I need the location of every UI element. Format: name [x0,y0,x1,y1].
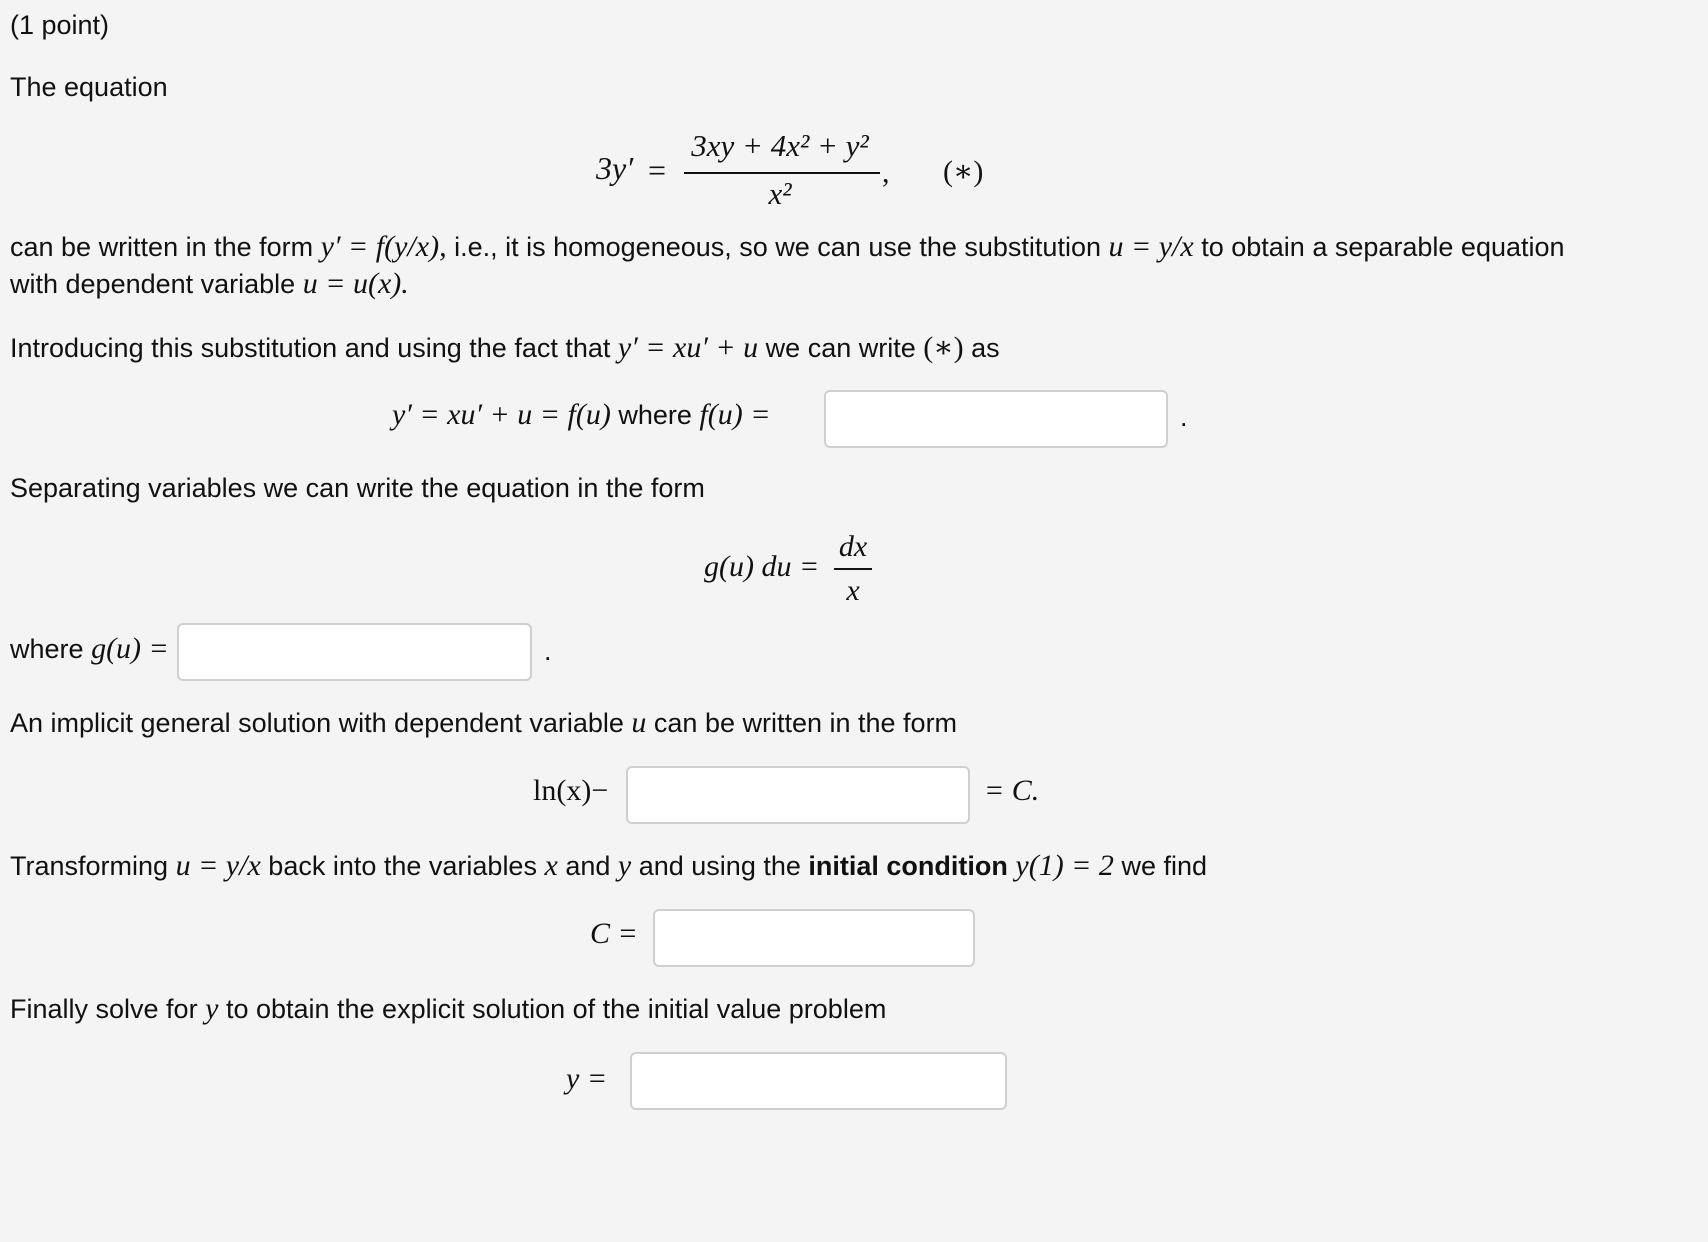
p5-text-a: An implicit general solution with dependent variable [10,708,624,738]
p6-bold-initial-condition: initial condition [808,851,1008,881]
gu-label [10,632,169,666]
para-implicit [10,706,957,740]
constant-c-input[interactable] [653,909,975,967]
p7-text-b: to obtain the explicit solution of the initial value problem [225,994,887,1024]
p1-text-a: can be written in the form [10,232,314,262]
eq-denominator: x² [768,176,792,211]
p2-math-star: (∗) [923,331,964,364]
eq2-math-fu: f(u) = [699,398,771,431]
eq2-period: . [1180,402,1188,432]
eq3-fraction-bar [834,568,872,570]
p6-text-b: back into the variables [268,851,537,881]
eq6-lhs: C = [590,917,638,950]
p6-math-x: x [544,849,558,882]
point-value: (1 point) [10,10,110,40]
p4-where: where [10,634,84,664]
p7-math-y: y [205,992,219,1025]
intro-text: The equation [10,72,168,102]
eq-tag: (∗) [943,155,984,188]
para-substitution [10,330,1000,365]
eq-numerator: 3xy + 4x² + y² [691,128,869,163]
eq3-den: x [846,574,860,607]
para-dependent-variable [10,267,409,301]
eq-equals: = [648,152,667,188]
p5-math-u: u [631,706,647,739]
eq5-rhs: = C. [984,774,1040,807]
para-finally [10,992,886,1026]
para-homogeneous [10,230,1565,264]
p6-text-e: we find [1121,851,1208,881]
p4-math-gu: g(u) = [91,632,169,665]
eq2-math-a: y′ = xu′ + u = f(u) [392,398,611,431]
eq2-where: where [618,400,692,430]
eq3-lhs: g(u) du = [704,550,820,583]
p6-math-y: y [617,849,632,882]
p6-math-sub: u = y/x [175,849,261,882]
eq7-lhs: y = [566,1062,608,1095]
f-u-answer-input[interactable] [824,390,1168,448]
p6-text-c: and [565,851,611,881]
p1-math-u: u = u(x). [302,267,409,300]
eq-fu-line [392,398,770,432]
p1-math-sub: u = y/x [1108,230,1194,263]
p5-text-b: can be written in the form [653,708,958,738]
p6-text-a: Transforming [10,851,169,881]
p2-text-c: as [971,333,1000,363]
para-separating: Separating variables we can write the equation in the form [10,473,705,503]
para-transforming [10,849,1207,883]
implicit-solution-input[interactable] [626,766,970,824]
p1-math-form: y′ = f(y/x), [320,230,447,263]
explicit-solution-input[interactable] [630,1052,1007,1110]
p7-text-a: Finally solve for [10,994,198,1024]
p1-text-c: to obtain a separable equation [1201,232,1565,262]
g-u-answer-input[interactable] [177,623,532,681]
p6-math-ic: y(1) = 2 [1015,849,1114,882]
eq3-num: dx [838,530,868,563]
p2-text-a: Introducing this substitution and using the fact that [10,333,611,363]
eq-fraction-bar [684,172,880,174]
p1-text-b: i.e., it is homogeneous, so we can use the substitution [454,232,1101,262]
eq5-lhs: ln(x)− [533,774,609,807]
eq-comma: , [882,156,890,189]
p1-text-d: with dependent variable [10,269,296,299]
p2-math-yprime: y′ = xu′ + u [617,331,759,364]
eq-lhs: 3y′ [596,150,634,186]
p4-period: . [544,636,552,666]
p6-text-d: and using the [638,851,801,881]
p2-text-b: we can write [765,333,916,363]
